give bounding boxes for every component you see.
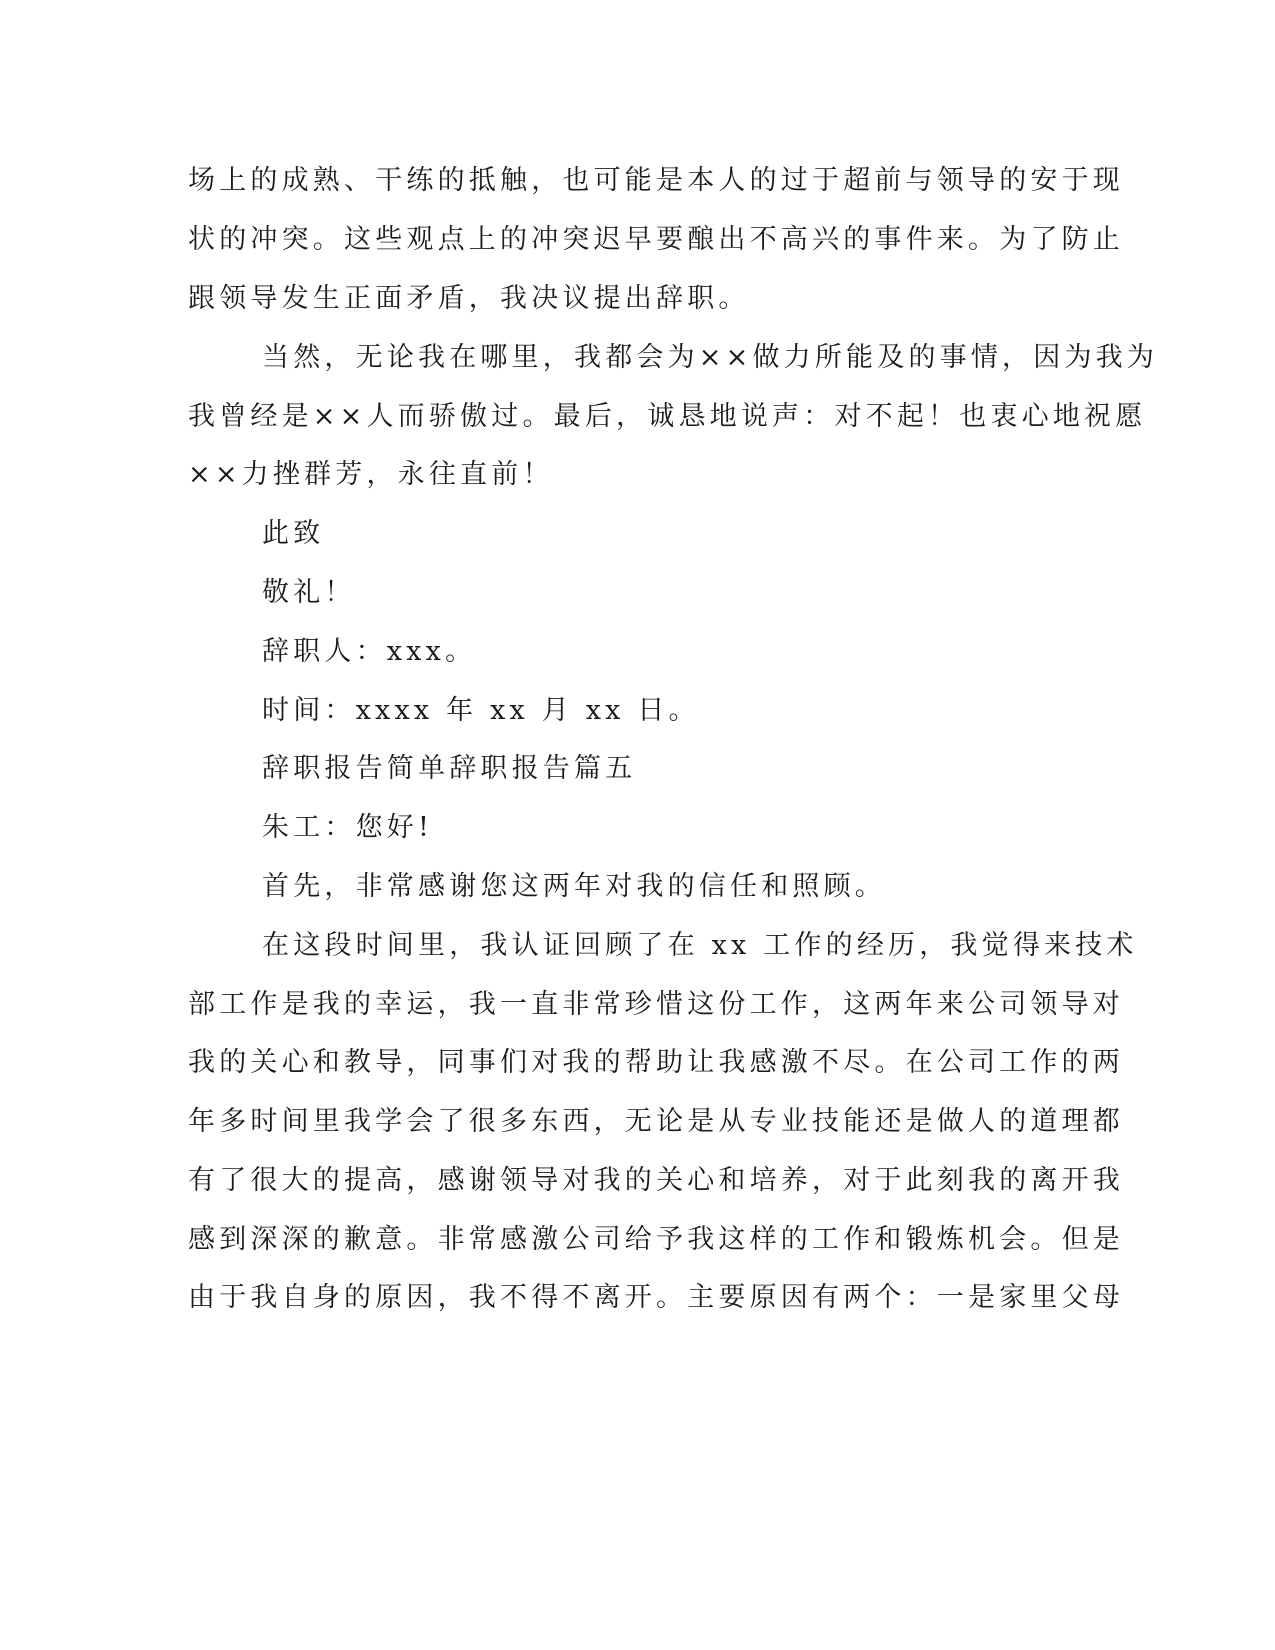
signature-line: 辞职人：xxx。 (262, 636, 477, 667)
closing-salutation: 此致 (262, 518, 325, 549)
paragraph-line: 部工作是我的幸运，我一直非常珍惜这份工作，这两年来公司领导对 (188, 989, 1124, 1020)
paragraph-line: 有了很大的提高，感谢领导对我的关心和培养，对于此刻我的离开我 (188, 1165, 1124, 1196)
paragraph-line: 我曾经是××人而骄傲过。最后，诚恳地说声：对不起！也衷心地祝愿 (188, 401, 1147, 432)
paragraph-line: 场上的成熟、干练的抵触，也可能是本人的过于超前与领导的安于现 (188, 165, 1124, 196)
closing-regards: 敬礼！ (262, 577, 356, 608)
paragraph-line: 跟领导发生正面矛盾，我决议提出辞职。 (188, 283, 750, 314)
paragraph-line: 感到深深的歉意。非常感激公司给予我这样的工作和锻炼机会。但是 (188, 1224, 1124, 1255)
paragraph-line: 我的关心和教导，同事们对我的帮助让我感激不尽。在公司工作的两 (188, 1047, 1124, 1078)
paragraph-line: 状的冲突。这些观点上的冲突迟早要酿出不高兴的事件来。为了防止 (188, 224, 1124, 255)
paragraph-line: 当然，无论我在哪里，我都会为××做力所能及的事情，因为我为 (262, 342, 1159, 373)
date-line: 时间：xxxx 年 xx 月 xx 日。 (262, 695, 700, 726)
paragraph-line: 年多时间里我学会了很多东西，无论是从专业技能还是做人的道理都 (188, 1106, 1124, 1137)
paragraph-line: ××力挫群芳，永往直前！ (188, 459, 554, 490)
section-title: 辞职报告简单辞职报告篇五 (262, 753, 637, 784)
paragraph-line: 在这段时间里，我认证回顾了在 xx 工作的经历，我觉得来技术 (262, 930, 1138, 961)
letter-greeting: 朱工：您好! (262, 812, 434, 843)
paragraph-line: 首先，非常感谢您这两年对我的信任和照顾。 (262, 871, 886, 902)
paragraph-line: 由于我自身的原因，我不得不离开。主要原因有两个：一是家里父母 (188, 1282, 1124, 1313)
